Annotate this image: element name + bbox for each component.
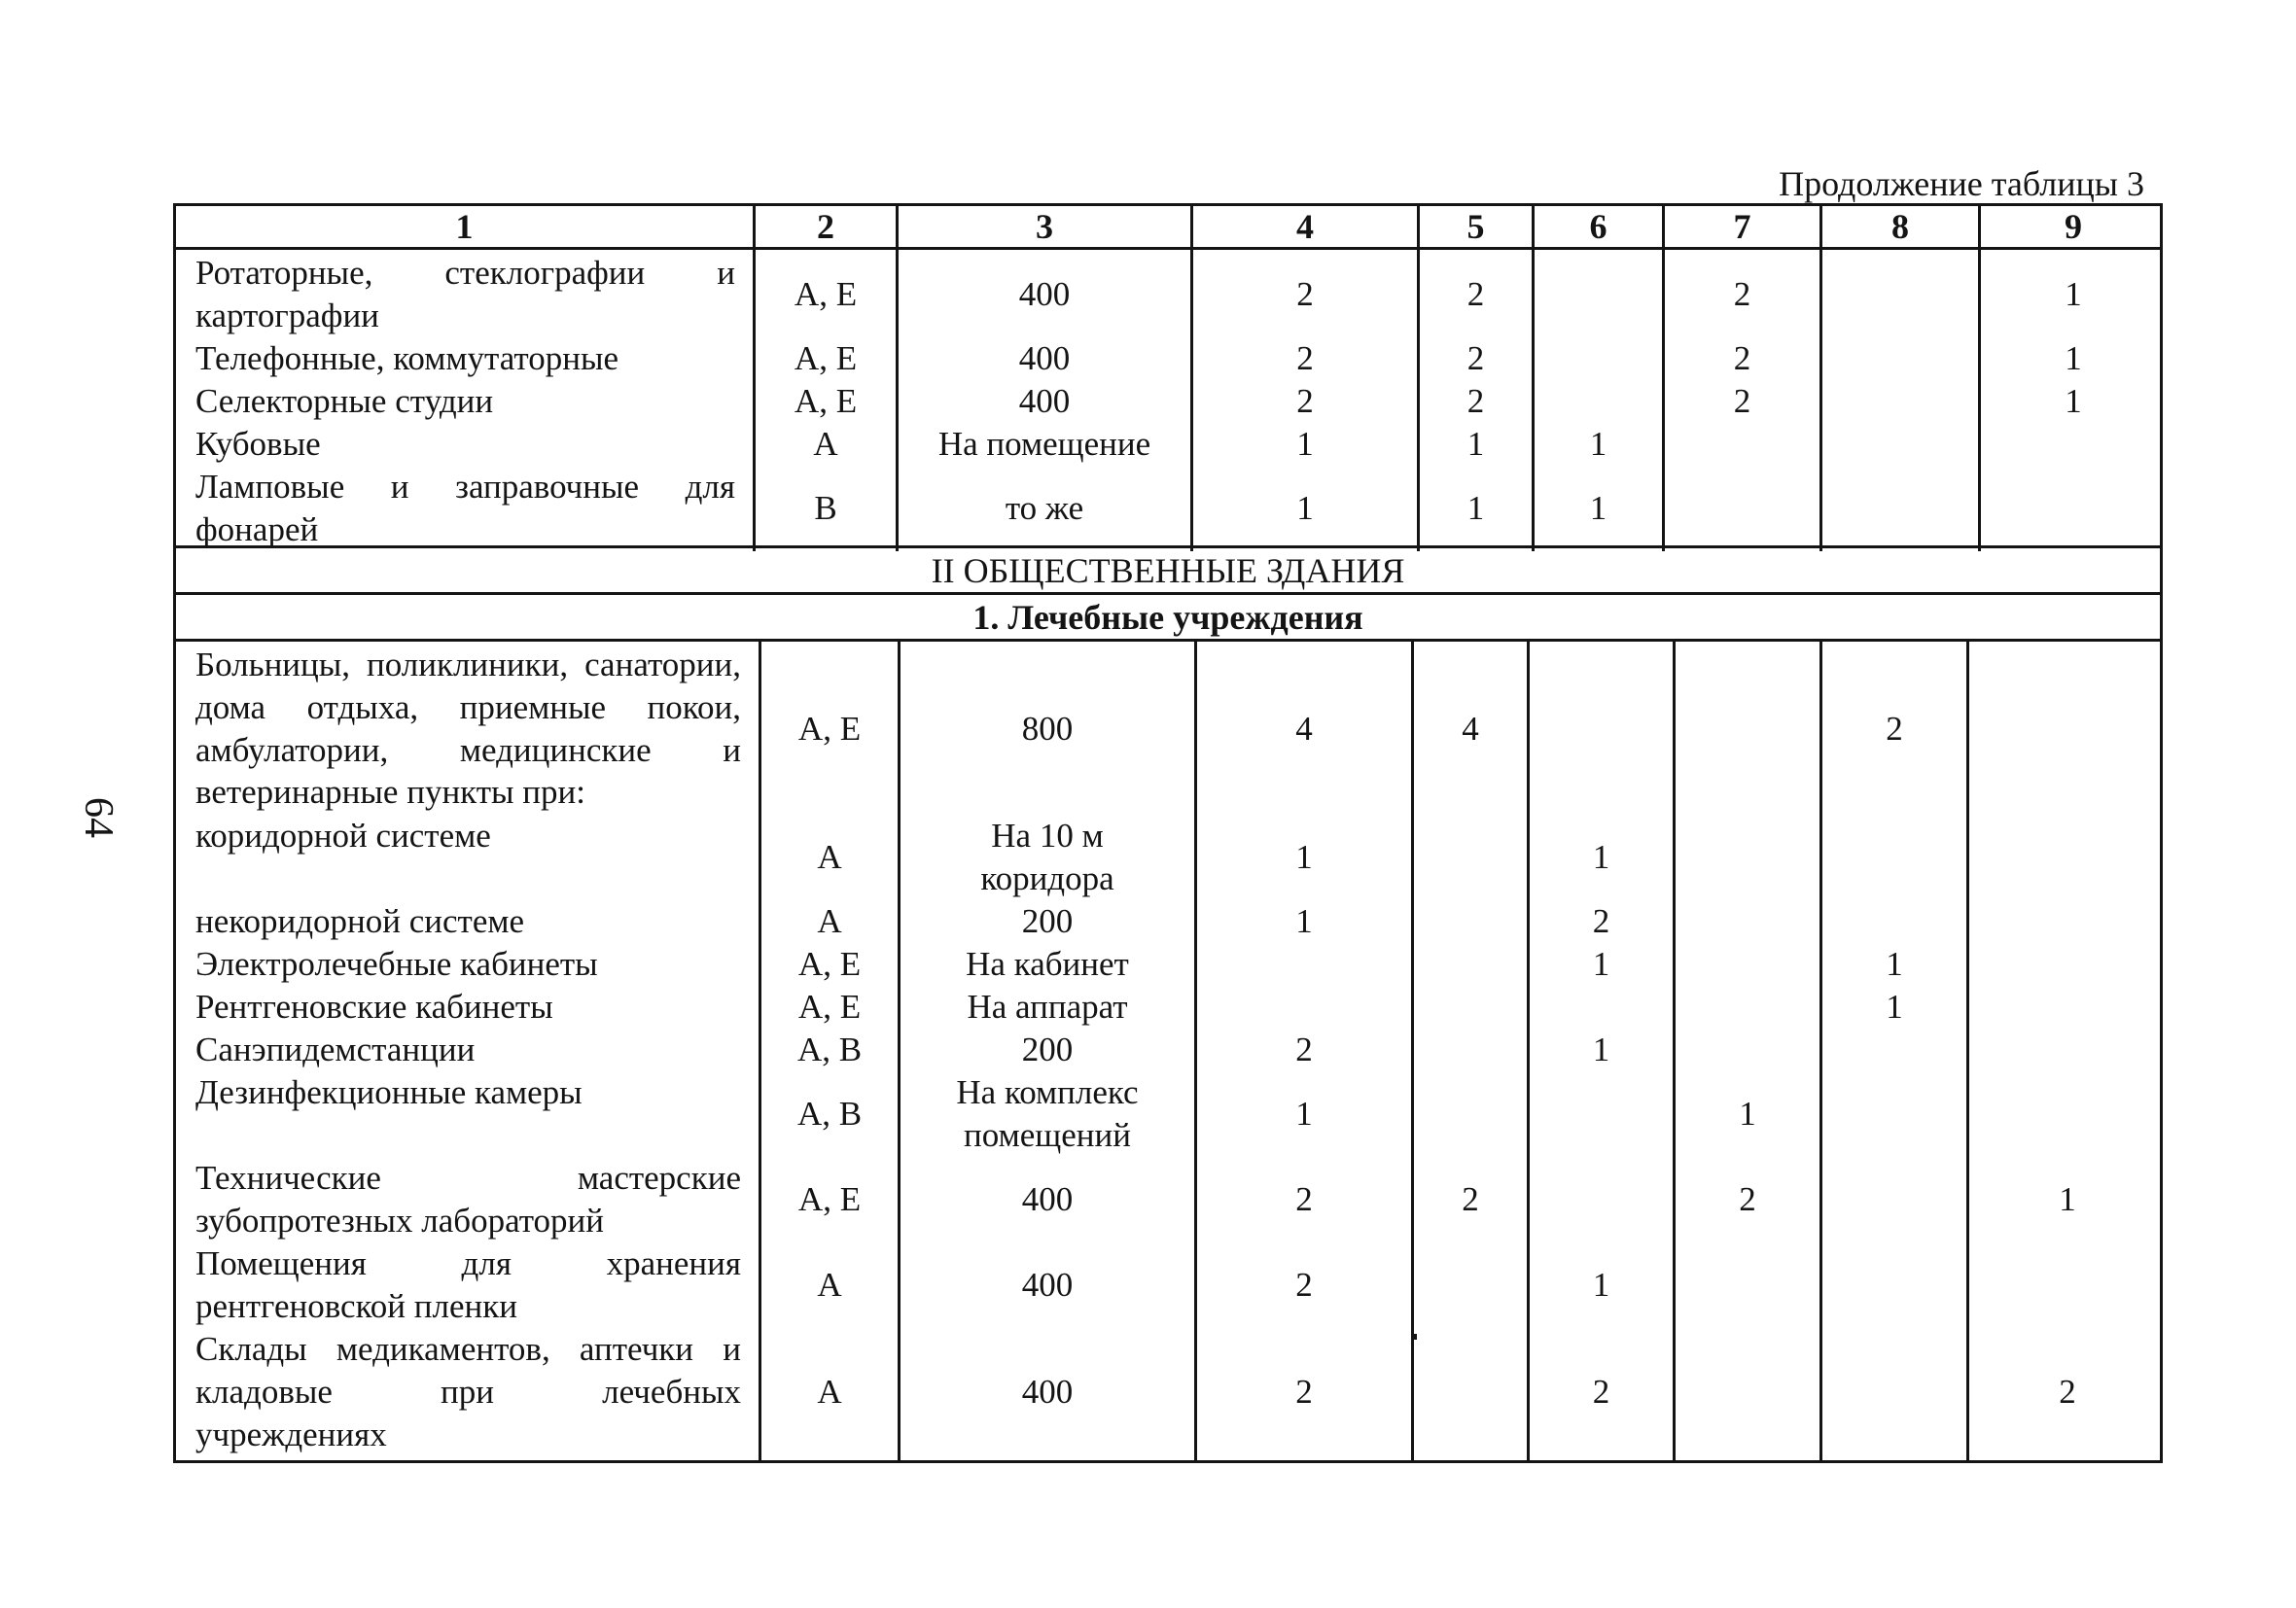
table-cell: 200 bbox=[1021, 902, 1074, 941]
table-cell: 2 bbox=[1295, 1180, 1313, 1219]
table-cell bbox=[1981, 466, 2166, 551]
table-cell: Дезинфекционные камеры bbox=[195, 1073, 583, 1111]
table-cell: 400 bbox=[1021, 1373, 1074, 1412]
table-cell: Склады медикаментов, аптечки и кладовые при лечебных учреждениях bbox=[195, 1330, 741, 1453]
table-cell: Больницы, поликлиники, санатории, дома отдыха, приемные покои, амбулатории, медицинские и ветеринарные пункты при: bbox=[195, 646, 741, 812]
table-cell: А, Е bbox=[797, 988, 862, 1027]
table-cell bbox=[1535, 380, 1662, 423]
table-cell: Санэпидемстанции bbox=[195, 1031, 476, 1068]
table-cell: А, Е bbox=[797, 1180, 862, 1219]
table-cell: 2 bbox=[1592, 1373, 1610, 1412]
table-cell bbox=[1981, 423, 2166, 466]
table-cell: Телефонные, коммутаторные bbox=[195, 339, 619, 377]
table-cell: 1 bbox=[1592, 1266, 1610, 1305]
table-cell bbox=[1822, 1242, 1966, 1328]
table-cell: 4 bbox=[1462, 710, 1479, 749]
table-cell: некоридорной системе bbox=[195, 902, 525, 940]
block-medical bbox=[176, 642, 2160, 1460]
table-cell: 1 bbox=[2059, 1180, 2076, 1219]
table-cell: 1 bbox=[1296, 489, 1314, 528]
table-cell bbox=[1822, 380, 1978, 423]
table-cell bbox=[1197, 986, 1411, 1029]
table-cell: 1 bbox=[2065, 339, 2082, 378]
table-cell bbox=[1530, 1157, 1673, 1242]
column-4 bbox=[1193, 250, 1420, 551]
table-cell bbox=[1822, 815, 1966, 900]
table-cell bbox=[1665, 466, 1819, 551]
table-cell: 400 bbox=[1018, 339, 1071, 378]
block-industrial bbox=[176, 250, 2160, 548]
table-cell: 2 bbox=[1733, 275, 1751, 314]
table-cell: На 10 м коридора bbox=[980, 817, 1114, 897]
table-cell: А bbox=[817, 1266, 842, 1305]
table-cell: 1 bbox=[1295, 902, 1313, 941]
column-header: 5 bbox=[1420, 206, 1535, 247]
column-9 bbox=[1969, 642, 2166, 1460]
table-cell bbox=[1822, 466, 1978, 551]
table-cell: На кабинет bbox=[966, 945, 1129, 984]
table-cell: На помещение bbox=[937, 425, 1151, 464]
table-cell: 1 bbox=[2065, 275, 2082, 314]
table-cell: 2 bbox=[2059, 1373, 2076, 1412]
table-cell bbox=[1414, 943, 1527, 986]
table-cell bbox=[1414, 900, 1527, 943]
column-header: 7 bbox=[1665, 206, 1822, 247]
table-cell bbox=[1822, 423, 1978, 466]
table-cell bbox=[1197, 943, 1411, 986]
table-cell bbox=[1676, 986, 1819, 1029]
table-cell bbox=[1414, 1242, 1527, 1328]
table-cell: 200 bbox=[1021, 1031, 1074, 1069]
table-cell: 1 bbox=[1466, 489, 1485, 528]
table-cell bbox=[1822, 900, 1966, 943]
table-cell: А, В bbox=[796, 1031, 863, 1069]
table-cell: то же bbox=[1005, 489, 1084, 528]
table-cell bbox=[1969, 815, 2166, 900]
table-cell: 2 bbox=[1295, 1266, 1313, 1305]
table-cell bbox=[1969, 644, 2166, 815]
table-cell: коридорной системе bbox=[195, 817, 491, 855]
table-cell: 1 bbox=[1886, 988, 1903, 1027]
column-7 bbox=[1676, 642, 1822, 1460]
table-cell: 1 bbox=[1592, 1031, 1610, 1069]
table-cell bbox=[1530, 986, 1673, 1029]
table-cell: В bbox=[814, 489, 837, 528]
table-cell bbox=[1414, 986, 1527, 1029]
column-2 bbox=[761, 642, 901, 1460]
section-title: II ОБЩЕСТВЕННЫЕ ЗДАНИЯ bbox=[176, 548, 2160, 595]
column-9 bbox=[1981, 250, 2166, 551]
table-cell: Ламповые и заправочные для фонарей bbox=[195, 468, 735, 548]
table-cell: Ротаторные, стеклографии и картографии bbox=[195, 254, 735, 334]
table-cell: А, Е bbox=[794, 275, 858, 314]
table-cell: А, Е bbox=[797, 710, 862, 749]
table-cell bbox=[1822, 1157, 1966, 1242]
table-cell: На комплекс помещений bbox=[956, 1073, 1139, 1154]
table-cell: 2 bbox=[1296, 275, 1314, 314]
column-header: 2 bbox=[756, 206, 899, 247]
table-cell: А bbox=[817, 1373, 842, 1412]
table-cell: 1 bbox=[2065, 382, 2082, 421]
table-cell: 1 bbox=[1886, 945, 1903, 984]
column-4 bbox=[1197, 642, 1414, 1460]
table-cell bbox=[1676, 943, 1819, 986]
table-cell: 2 bbox=[1592, 902, 1610, 941]
table-cell bbox=[1676, 1242, 1819, 1328]
table-cell bbox=[1535, 337, 1662, 380]
column-3 bbox=[899, 250, 1193, 551]
table-cell bbox=[1414, 1071, 1527, 1157]
column-8 bbox=[1822, 250, 1981, 551]
table-cell bbox=[1969, 900, 2166, 943]
column-header: 1 bbox=[176, 206, 756, 247]
subsection-title: 1. Лечебные учреждения bbox=[176, 595, 2160, 642]
column-header: 4 bbox=[1193, 206, 1420, 247]
table-cell: А, Е bbox=[797, 945, 862, 984]
table-cell: А, Е bbox=[794, 339, 858, 378]
table-cell bbox=[1969, 1071, 2166, 1157]
table-cell: 1 bbox=[1592, 945, 1610, 984]
table-cell: 1 bbox=[1466, 425, 1485, 464]
table-cell: 2 bbox=[1739, 1180, 1756, 1219]
table-cell: 400 bbox=[1021, 1180, 1074, 1219]
table-cell: 2 bbox=[1466, 382, 1485, 421]
table-cell: 2 bbox=[1296, 339, 1314, 378]
table-cell: 2 bbox=[1466, 339, 1485, 378]
table-caption: Продолжение таблицы 3 bbox=[1779, 164, 2144, 203]
column-3 bbox=[901, 642, 1197, 1460]
column-header: 3 bbox=[899, 206, 1193, 247]
table-cell: 1 bbox=[1589, 489, 1607, 528]
table-cell: 1 bbox=[1739, 1095, 1756, 1134]
table-cell: 2 bbox=[1295, 1031, 1313, 1069]
table-cell: Селекторные студии bbox=[195, 382, 494, 420]
table-cell: 400 bbox=[1018, 382, 1071, 421]
table-cell: А, Е bbox=[794, 382, 858, 421]
column-header: 6 bbox=[1535, 206, 1665, 247]
table-cell: Технические мастерские зубопротезных лабораторий bbox=[195, 1159, 741, 1240]
table-cell: 1 bbox=[1295, 838, 1313, 877]
column-5 bbox=[1414, 642, 1530, 1460]
header-row bbox=[176, 206, 2160, 250]
table-cell: 2 bbox=[1733, 382, 1751, 421]
table bbox=[173, 203, 2163, 1463]
column-5 bbox=[1420, 250, 1535, 551]
column-header: 9 bbox=[2065, 207, 2082, 246]
table-cell: Рентгеновские кабинеты bbox=[195, 988, 553, 1026]
table-cell bbox=[1676, 900, 1819, 943]
table-cell bbox=[1676, 644, 1819, 815]
table-cell bbox=[1822, 1328, 1966, 1456]
table-cell bbox=[1414, 1328, 1527, 1456]
table-cell bbox=[1530, 644, 1673, 815]
column-7 bbox=[1665, 250, 1822, 551]
table-cell: 1 bbox=[1592, 838, 1610, 877]
table-cell bbox=[1969, 943, 2166, 986]
table-cell bbox=[1822, 1071, 1966, 1157]
table-cell: 2 bbox=[1886, 710, 1903, 749]
table-cell: 2 bbox=[1466, 275, 1485, 314]
table-cell bbox=[1665, 423, 1819, 466]
table-cell: А bbox=[813, 425, 838, 464]
table-cell: На аппарат bbox=[967, 988, 1128, 1027]
column-6 bbox=[1535, 250, 1665, 551]
table-cell: 2 bbox=[1462, 1180, 1479, 1219]
table-cell: 1 bbox=[1296, 425, 1314, 464]
table-cell bbox=[1822, 252, 1978, 337]
table-cell: 1 bbox=[1295, 1095, 1313, 1134]
table-cell bbox=[1969, 986, 2166, 1029]
table-cell bbox=[1822, 337, 1978, 380]
table-cell: А, В bbox=[796, 1095, 863, 1134]
table-cell: 2 bbox=[1296, 382, 1314, 421]
table-cell bbox=[1969, 1242, 2166, 1328]
table-cell bbox=[1822, 1029, 1966, 1071]
table-cell bbox=[1530, 1071, 1673, 1157]
table-cell bbox=[1676, 1029, 1819, 1071]
table-cell: Электролечебные кабинеты bbox=[195, 945, 598, 983]
table-cell: 400 bbox=[1021, 1266, 1074, 1305]
page-number: 64 bbox=[76, 797, 121, 838]
table-cell: 2 bbox=[1295, 1373, 1313, 1412]
column-header: 8 bbox=[1822, 206, 1981, 247]
print-mark bbox=[1412, 1334, 1417, 1340]
table-cell: 800 bbox=[1021, 710, 1074, 749]
table-cell: Помещения для хранения рентгеновской пленки bbox=[195, 1244, 741, 1325]
column-6 bbox=[1530, 642, 1676, 1460]
table-cell bbox=[1676, 1328, 1819, 1456]
name-column bbox=[176, 250, 756, 551]
table-cell: А bbox=[817, 902, 842, 941]
table-cell bbox=[1535, 252, 1662, 337]
table-cell: 1 bbox=[1589, 425, 1607, 464]
table-cell: А bbox=[817, 838, 842, 877]
table-cell: 2 bbox=[1733, 339, 1751, 378]
table-cell: 400 bbox=[1018, 275, 1071, 314]
table-cell bbox=[1414, 1029, 1527, 1071]
table-cell bbox=[1414, 815, 1527, 900]
column-2 bbox=[756, 250, 899, 551]
name-column bbox=[176, 642, 761, 1460]
table-cell: Кубовые bbox=[195, 425, 321, 463]
table-cell: 4 bbox=[1295, 710, 1313, 749]
table-cell bbox=[1969, 1029, 2166, 1071]
table-cell bbox=[1676, 815, 1819, 900]
column-8 bbox=[1822, 642, 1969, 1460]
